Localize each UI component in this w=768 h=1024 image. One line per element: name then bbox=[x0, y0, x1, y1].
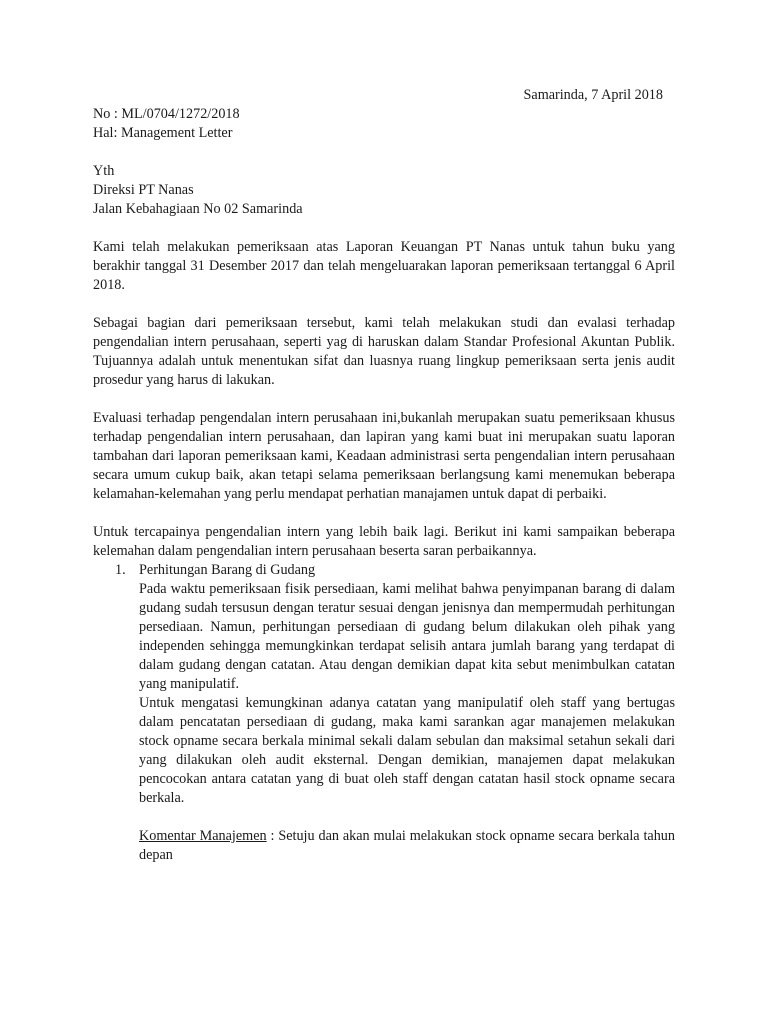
paragraph-scope: Sebagai bagian dari pemeriksaan tersebut, kami telah melakukan studi dan evalasi terhadap pengendalian intern perusahaan, seperti yag di haruskan dalam Standar Profesional Akuntan Publik. Tujuannya adalah untuk menentukan sifat dan luasnya ruang lingkup pemeriksaan serta jenis audit prosedur yang harus di lakukan. bbox=[93, 315, 675, 388]
letter-page bbox=[93, 86, 675, 865]
recipient-address: Jalan Kebahagiaan No 02 Samarinda bbox=[93, 201, 303, 217]
recipient-name: Direksi PT Nanas bbox=[93, 182, 194, 198]
comment-label: Komentar Manajemen bbox=[139, 828, 267, 844]
letter-number: No : ML/0704/1272/2018 bbox=[93, 106, 240, 122]
list-item-body bbox=[139, 580, 675, 865]
recipient-salutation: Yth bbox=[93, 163, 115, 179]
management-comment bbox=[139, 827, 675, 865]
letter-subject: Hal: Management Letter bbox=[93, 125, 233, 141]
paragraph-evaluation: Evaluasi terhadap pengendalan intern perusahaan ini,bukanlah merupakan suatu pemeriksaan khusus terhadap pengendalian intern perusahaan, dan lapiran yang kami buat ini merupakan suatu laporan tambahan dari laporan pemeriksaan kami, Keadaan administrasi serta pengendalian intern perusahaan secara umum cukup baik, akan tetapi selama pemeriksaan berlangsung kami menemukan beberapa kelamahan-kelemahan yang perlu mendapat perhatian manajamen untuk dapat di perbaiki. bbox=[93, 410, 675, 502]
list-item-number: 1. bbox=[115, 562, 126, 578]
recommendation-text: Untuk mengatasi kemungkinan adanya catatan yang manipulatif oleh staff yang bertugas dalam pencatatan persediaan di gudang, maka kami sarankan agar manajemen melakukan stock opname secara berkala minimal sekali dalam sebulan dan maksimal setahun sekali dari yang dilakukan oleh audit eksternal. Dengan demikian, manajemen dapat melakukan pencocokan antara catatan yang di buat oleh staff dengan catatan hasil stock opname secara berkala. bbox=[139, 695, 675, 806]
list-item bbox=[93, 561, 675, 865]
comment-text: : Setuju dan akan mulai melakukan stock opname secara berkala tahun depan bbox=[139, 828, 675, 863]
findings-list bbox=[93, 561, 675, 865]
letter-date: Samarinda, 7 April 2018 bbox=[523, 87, 663, 103]
list-item-title: Perhitungan Barang di Gudang bbox=[139, 562, 316, 578]
finding-text: Pada waktu pemeriksaan fisik persediaan, kami melihat bahwa penyimpanan barang di dalam gudang sudah tersusun dengan teratur sesuai dengan jenisnya dan mempermudah perhitungan persediaan. Namun, perhitungan persediaan di gudang belum dilakukan oleh pihak yang independen sehingga memungkinkan terdapat selisih antara jumlah barang yang terdapat di dalam gudang dengan catatan. Atau dengan demikian dapat kita sebut menimbulkan catatan yang manipulatif. bbox=[139, 581, 675, 692]
paragraph-intro: Kami telah melakukan pemeriksaan atas Laporan Keuangan PT Nanas untuk tahun buku yang berakhir tanggal 31 Desember 2017 dan telah mengeluarakan laporan pemeriksaan tertanggal 6 April 2018. bbox=[93, 239, 675, 293]
paragraph-weaknesses: Untuk tercapainya pengendalian intern yang lebih baik lagi. Berikut ini kami sampaikan beberapa kelemahan dalam pengendalian intern perusahaan beserta saran perbaikannya. bbox=[93, 524, 675, 559]
